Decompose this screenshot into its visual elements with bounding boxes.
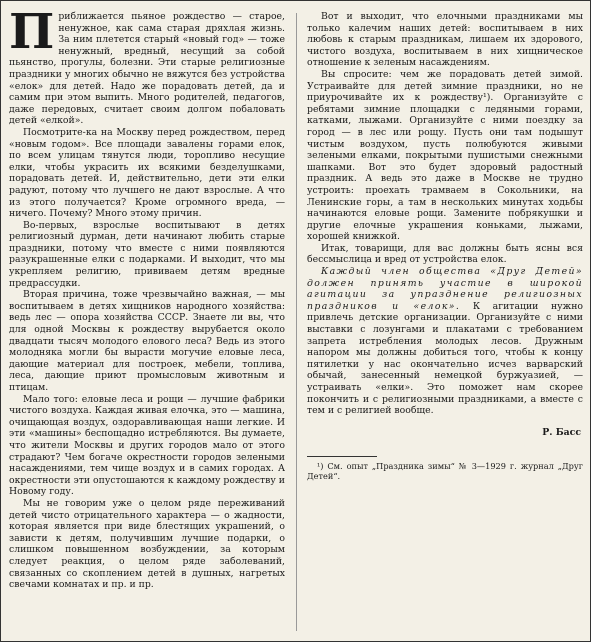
paragraph-1 <box>9 4 285 127</box>
right-column <box>307 11 583 481</box>
author-signature: Р. Басс <box>542 426 581 438</box>
drop-cap: П <box>9 4 55 60</box>
paragraph-10-rest: К агитации нужно привлечь детские организации. Организуйте с ними выставки с лозунгами и плакатами с требованием запрета истребления молодых лесов. Дружным напором мы должны добиться того, чтобы к концу пятилетки у нас окончательно исчез варварский обычай, занесенный немецкой буржуазией, — устраивать «елки». Это поможет нам скорее покончить и с религиозными праздниками, а вместе с тем и с религией вообще. <box>307 300 583 417</box>
spaced-appeal: Каждый член общества «Друг Детей» должен принять участие в широкой агитации за упразднение религиозных праздников и «елок». <box>307 266 583 312</box>
paragraph-10 <box>307 266 583 417</box>
paragraph-7: Вот и выходит, что елочными праздниками мы только калечим наших детей: воспитываем в них любовь к старым праздникам, лишаем их здорового, чистого воздуха, воспитываем в них хищническое отношение к зеленым насаждениям. <box>307 11 583 69</box>
paragraph-9: Итак, товарищи, для вас должны быть ясны вся бессмыслица и вред от устройства елок. <box>307 242 583 266</box>
paragraph-3: Во-первых, взрослые воспитывают в детях религиозный дурман, дети начинают любить старые праздники, потому что вместе с ними появляются разукрашенные елки с подарками. И выходит, что мы укрепляем религию, прививаем детям вредные предрассудки. <box>9 219 285 289</box>
paragraph-6: Мы не говорим уже о целом ряде переживаний детей чисто отрицательного характера — о жадности, которая является при виде блестящих украшений, о зависти к детям, получившим лучшие подарки, о слишком повышенном возбуждении, за которым следует реакция, о целом ряде заболеваний, связанных со скоплением детей в душных, нагретых свечами комнатах и пр. и пр. <box>9 497 285 591</box>
footnote: ¹) См. опыт „Праздника зимы“ № 3—1929 г. журнал „Друг Детей“. <box>307 461 583 482</box>
left-column <box>9 4 285 591</box>
footnote-rule <box>307 456 377 457</box>
paragraph-1-text: риближается пьяное рождество — старое, ненужное, как сама старая дряхлая жизнь. За ним плетется старый «новый год» — тоже ненужный, вредный, несущий за собой пьянство, прогулы, болезни. Эти старые религиозные праздники у многих обычно не вяжутся без устройства «елок» для детей. Надо же порадовать детей, да и самим при этом выпить. Много родителей, педагогов, даже передовых, считает своим долгом побаловать детей «елкой». <box>9 11 285 127</box>
paragraph-8: Вы спросите: чем же порадовать детей зимой. Устраивайте для детей зимние праздники, но не приурочивайте их к рождеству¹). Организуйте с ребятами зимние площадки с ледяными горами, катками, лыжами. Организуйте с ними поездку за город — в лес или рощу. Пусть они там подышут чистым воздухом, пусть полюбуются живыми зелеными елками, покрытыми пушистыми снежными шапками. Вот это будет здоровый радостный праздник. А ведь это даже в Москве не трудно устроить: проехать трамваем в Сокольники, на Ленинские горы, а там в нескольких минутах ходьбы начинаются еловые рощи. Замените побрякушки и другие елочные украшения коньками, лыжами, хорошей книжкой. <box>307 68 583 243</box>
paragraph-5: Мало того: еловые леса и рощи — лучшие фабрики чистого воздуха. Каждая живая елочка, это — машина, очищающая воздух, оздоравливающая наши легкие. И эти «машины» беспощадно истребляются. Вы думаете, что жители Москвы и других городов мало от этого страдают? Чем богаче окрестности городов зелеными насаждениями, тем чище воздух и в самих городах. А окрестности эти опустошаются к каждому рождеству и Новому году. <box>9 393 285 498</box>
paragraph-2: Посмотрите-ка на Москву перед рождеством, перед «новым годом». Все площади завалены горами елок, по всем улицам тянутся люди, торопливо несущие елки, чтобы украсить их всякими безделушками, порадовать детей. И, действительно, дети эти елки радуют, потому что лучшего не дают взрослые. А что из этого получается? Кроме огромного вреда, — ничего. Почему? Много этому причин. <box>9 126 285 220</box>
column-divider <box>296 13 297 631</box>
paragraph-4: Вторая причина, тоже чрезвычайно важная, — мы воспитываем в детях хищников народного хозяйства: ведь лес — опора хозяйства СССР. Знаете ли вы, что для одной Москвы к рождеству вырубается около двадцати тысяч молодого елового леса? Ведь из этого молодняка могли бы вырасти могучие еловые леса, дающие материал для построек, мебели, топлива, леса, дающие приют промысловым животным и птицам. <box>9 289 285 393</box>
